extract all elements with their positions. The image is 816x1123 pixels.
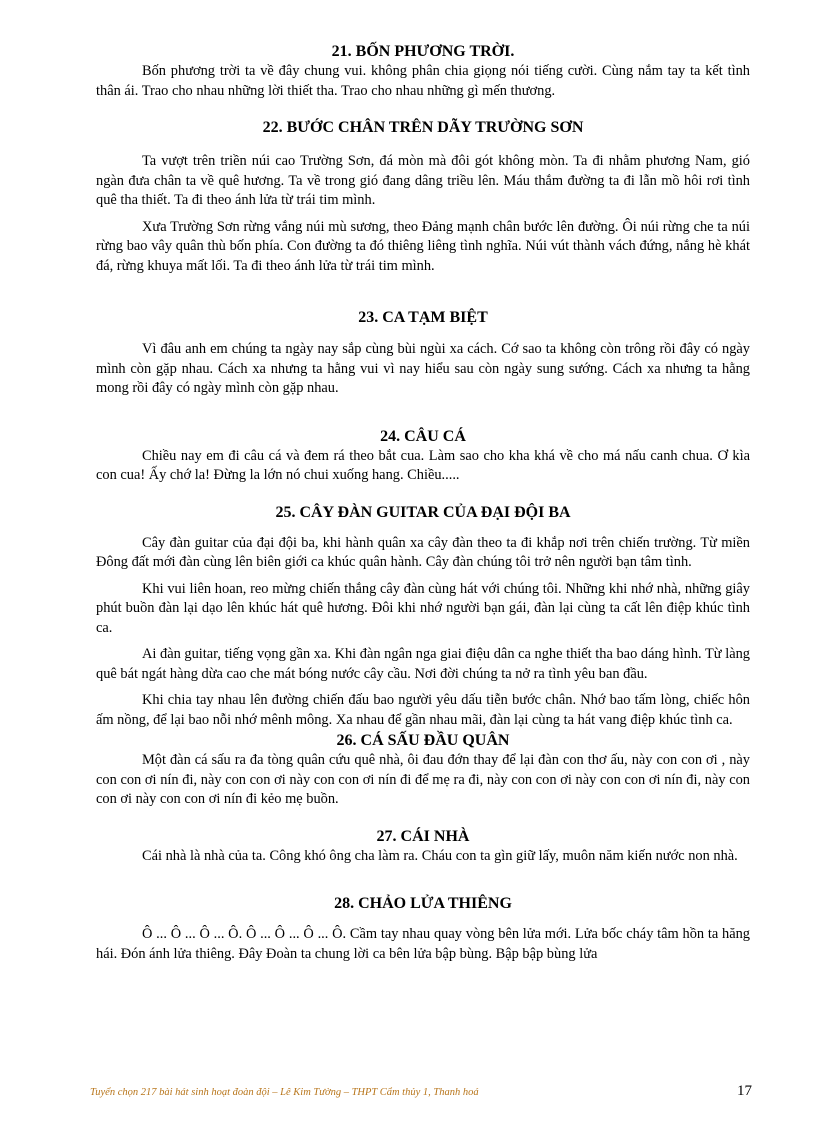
song-lyrics: Ai đàn guitar, tiếng vọng gần xa. Khi đàn ngân nga giai điệu dân ca nghe thiết tha bao dáng hình. Từ làng quê bát ngát hàng dừa cao che mát bóng nước cây cầu. Nơi đời chúng ta nở ra tình yêu ban đầu. — [96, 646, 750, 682]
song-lyrics: Bốn phương trời ta về đây chung vui. không phân chia giọng nói tiếng cười. Cùng nắm tay ta kết tình thân ái. Trao cho nhau những lời thiết tha. Trao cho nhau những gì mến thương. — [96, 63, 750, 99]
song-22 — [96, 118, 750, 276]
song-lyrics: Khi chia tay nhau lên đường chiến đấu bao người yêu dấu tiễn bước chân. Nhớ bao tấm lòng, chiếc hôn ấm nồng, để lại bao nỗi nhớ mênh mông. Xa nhau để gần nhau mãi, đàn lại cùng ta hát vang điệp khúc tình ca. — [96, 692, 750, 728]
song-title: 23. CA TẠM BIỆT — [358, 309, 488, 326]
song-title: 24. CÂU CÁ — [380, 427, 466, 445]
song-title: 26. CÁ SẤU ĐẦU QUÂN — [336, 732, 510, 749]
song-title: 21. BỐN PHƯƠNG TRỜI. — [331, 43, 515, 60]
song-lyrics: Chiều nay em đi câu cá và đem rá theo bắt cua. Làm sao cho kha khá về cho má nấu canh chua. Ơ kìa con cua! Ấy chớ la! Đừng la lớn nó chui xuống hang. Chiều..... — [96, 447, 750, 483]
footer-credit: Tuyển chọn 217 bài hát sinh hoạt đoàn đội – Lê Kim Tường – THPT Cẩm thủy 1, Thanh hoá — [90, 1087, 479, 1098]
song-25 — [96, 503, 750, 731]
song-27 — [96, 827, 750, 867]
song-21 — [96, 42, 750, 101]
song-title: 25. CÂY ĐÀN GUITAR CỦA ĐẠI ĐỘI BA — [275, 503, 571, 521]
song-23 — [96, 308, 750, 399]
song-28 — [96, 894, 750, 964]
song-lyrics: Cái nhà là nhà của ta. Công khó ông cha làm ra. Cháu con ta gìn giữ lấy, muôn năm kiến nước non nhà. — [142, 847, 738, 864]
song-lyrics: Khi vui liên hoan, reo mừng chiến thắng cây đàn cùng hát với chúng tôi. Những khi nhớ nhà, những giây phút buồn đàn lại dạo lên khúc hát quê hương. Đôi khi nhớ người bạn gái, đàn lại cùng ta cất lên điệp khúc tình ca. — [96, 580, 750, 636]
song-lyrics: Một đàn cá sấu ra đa tòng quân cứu quê nhà, ôi đau đớn thay để lại đàn con thơ ấu, này con con ơi , này con con ơi nín đi, này con con ơi này con con ơi nín đi để mẹ ra đi, này con con ơi này con con ơi nín đi, này con con ơi này con con ơi nín đi kẻo mẹ buồn. — [96, 752, 750, 807]
document-page — [96, 42, 750, 964]
song-lyrics: Vì đâu anh em chúng ta ngày nay sắp cùng bùi ngùi xa cách. Cớ sao ta không còn trông rồi đây có ngày mình còn gặp nhau. Cách xa nhưng ta hằng vui vì nay hiểu sau còn ngày sung sướng. Cách xa nhưng ta hằng mong rồi đây có ngày mình còn gặp nhau. — [96, 341, 750, 396]
song-26 — [96, 731, 750, 810]
page-footer — [90, 1083, 752, 1100]
page-number: 17 — [737, 1083, 752, 1099]
song-24 — [96, 427, 750, 486]
song-title: 27. CÁI NHÀ — [376, 827, 470, 845]
song-lyrics: Ô ... Ô ... Ô ... Ô. Ô ... Ô ... Ô ... Ô. Cầm tay nhau quay vòng bên lửa mới. Lửa bốc cháy tâm hồn ta hăng hái. Đón ánh lửa thiêng. Đây Đoàn ta chung lời ca bên lửa bập bùng. Bập bập bùng lửa — [96, 926, 750, 962]
song-title: 28. CHẢO LỬA THIÊNG — [334, 895, 512, 912]
song-title: 22. BƯỚC CHÂN TRÊN DÃY TRƯỜNG SƠN — [262, 119, 584, 136]
song-lyrics: Xưa Trường Sơn rừng vắng núi mù sương, theo Đảng mạnh chân bước lên đường. Ôi núi rừng che ta núi rừng bao vây quân thù bốn phía. Con đường ta đó thiêng liêng tình nghĩa. Núi vút thành vách đứng, nắng hè khát đá, rừng khuya mất lối. Ta đi theo ánh lửa từ trái tim mình. — [96, 218, 750, 274]
song-lyrics: Ta vượt trên triền núi cao Trường Sơn, đá mòn mà đôi gót không mòn. Ta đi nhằm phương Nam, gió ngàn đưa chân ta về quê hương. Ta về trong gió đang dâng triều lên. Máu thắm đường ta đi lẫn mồ hôi rơi tình quê tha thiết. Ta đi theo ánh lửa từ trái tim mình. — [96, 153, 750, 208]
song-lyrics: Cây đàn guitar của đại đội ba, khi hành quân xa cây đàn theo ta đi khắp nơi trên chiến trường. Từ miền Đông đất mới đàn cùng lên biên giới ca khúc quân hành. Cây đàn chúng tôi trở nên người bạn tâm tình. — [96, 534, 750, 570]
